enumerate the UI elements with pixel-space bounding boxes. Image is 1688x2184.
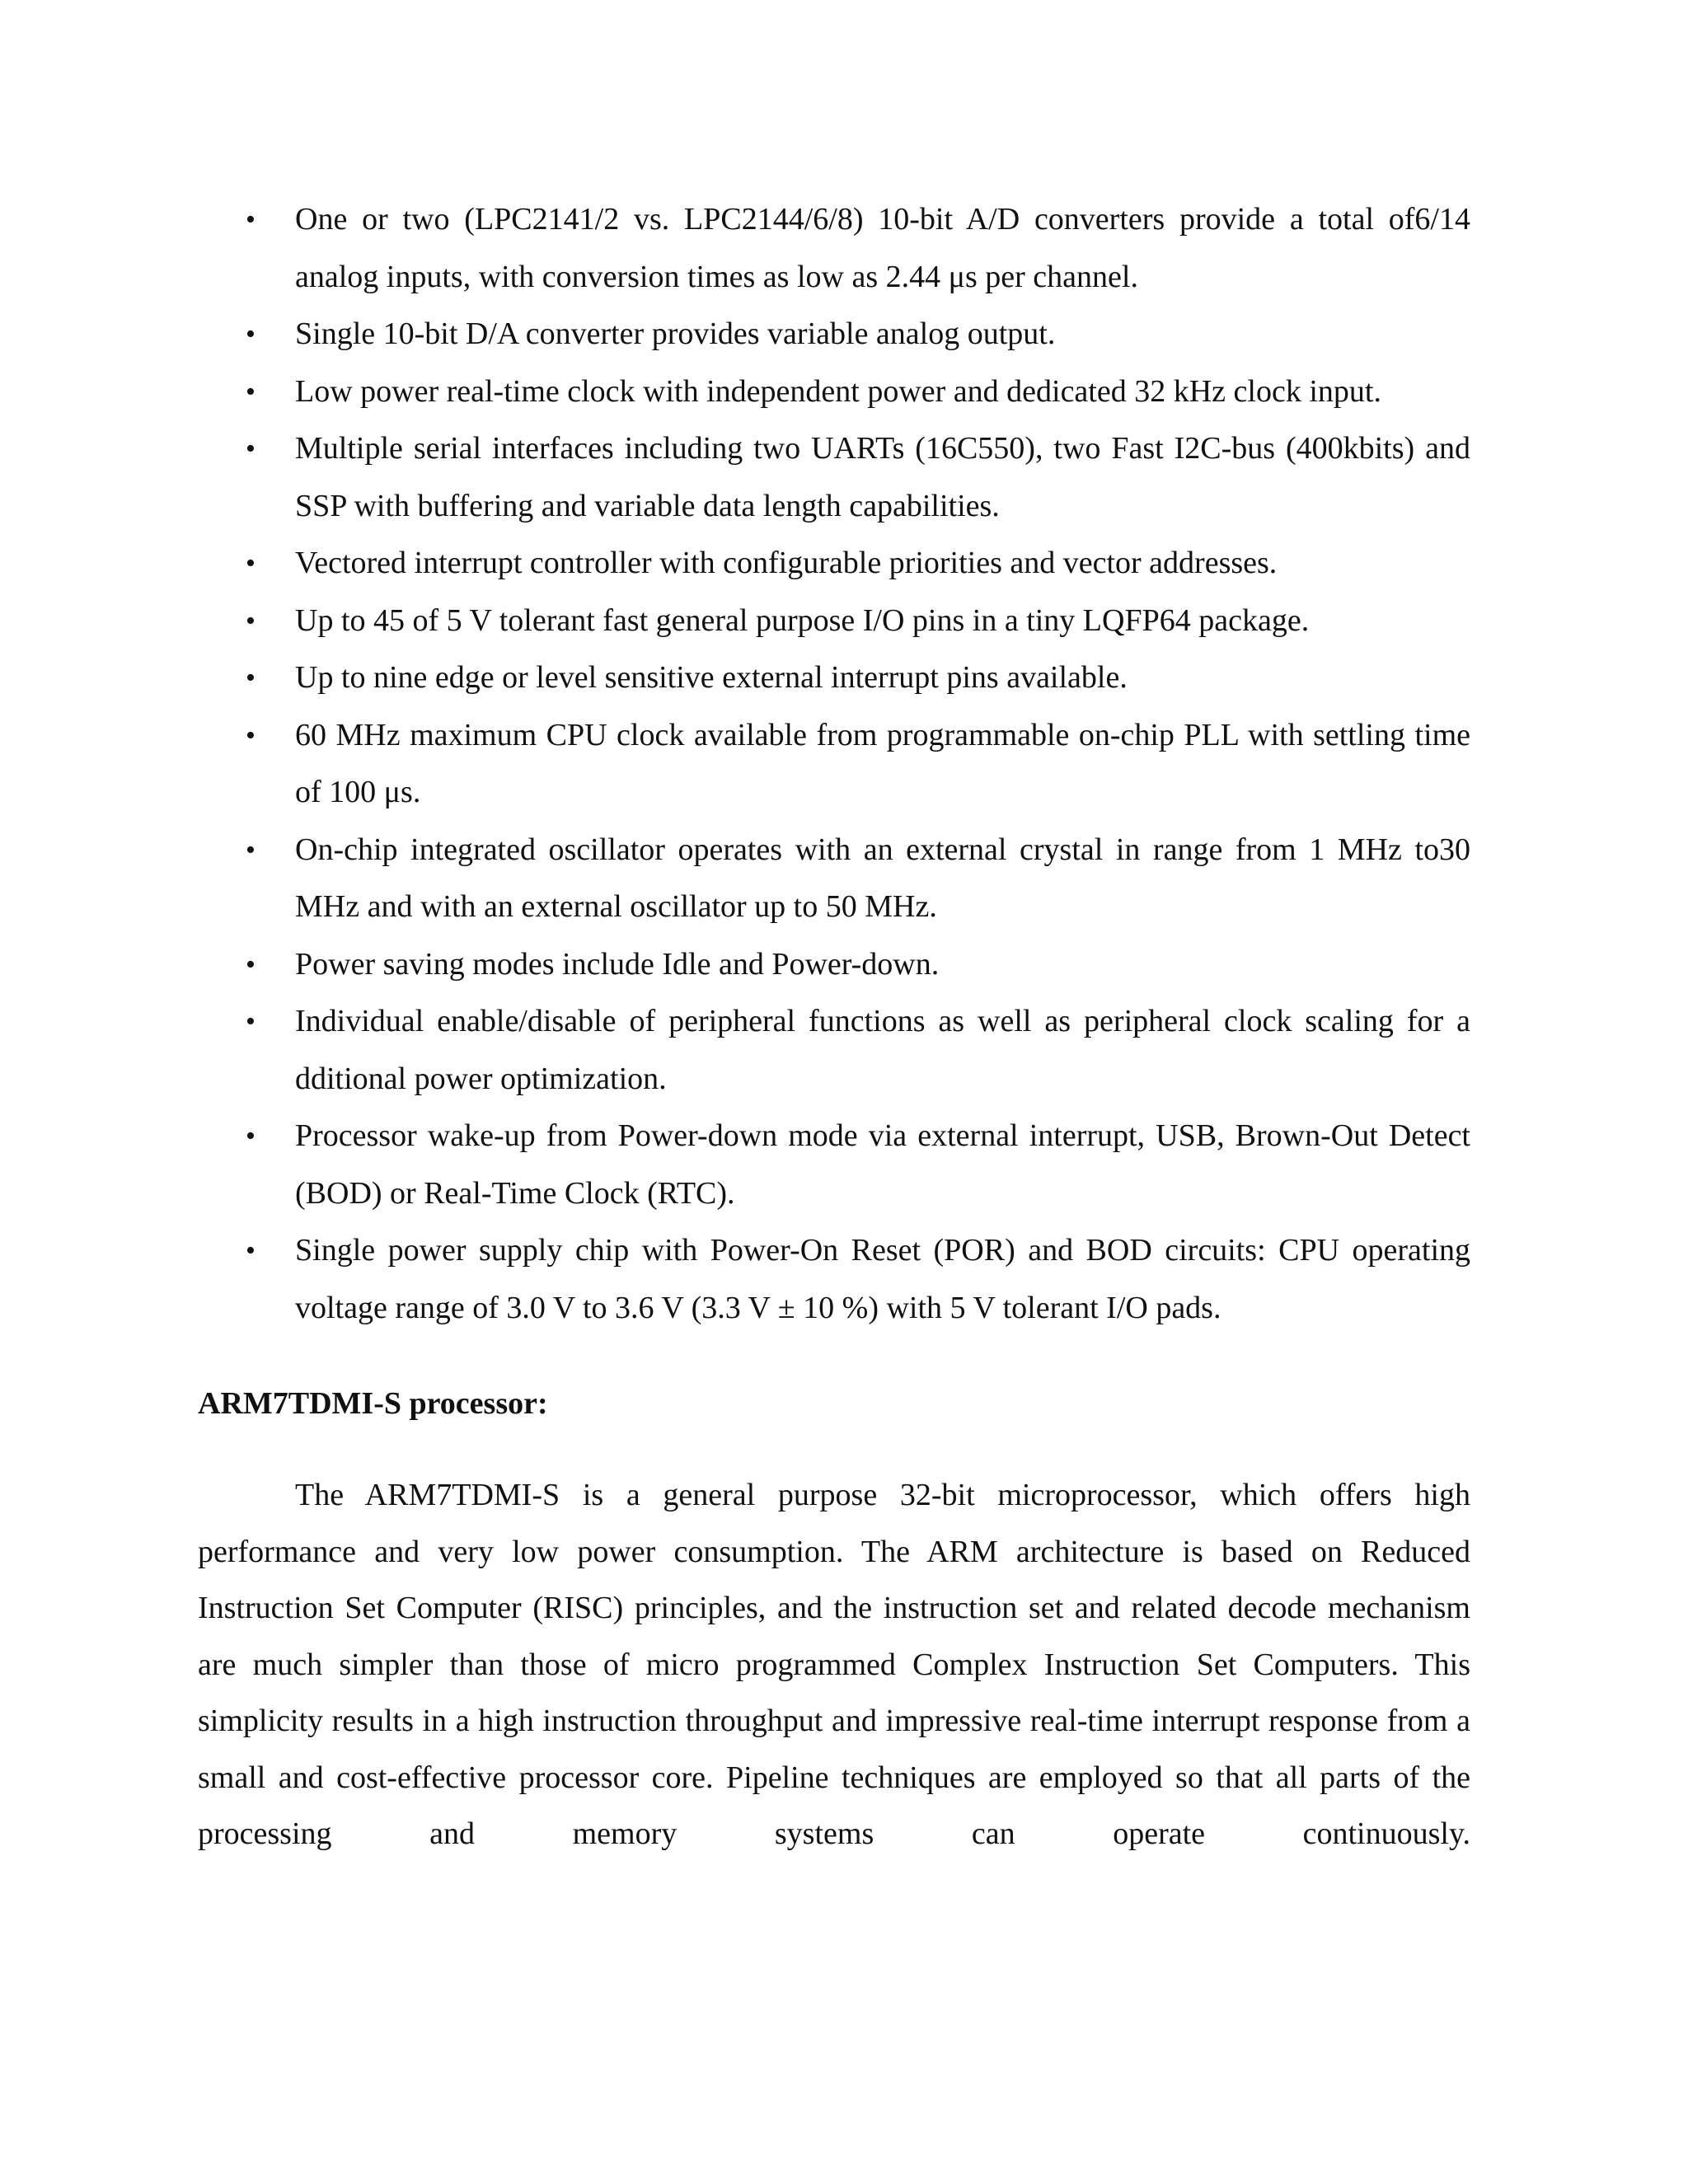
list-item — [198, 593, 1470, 650]
list-item-text: Power saving modes include Idle and Power-down. — [295, 946, 940, 982]
list-item — [198, 1108, 1470, 1222]
list-item-text: 60 MHz maximum CPU clock available from programmable on-chip PLL with settling time of 100 μs. — [295, 717, 1470, 809]
list-item-text: Vectored interrupt controller with configurable priorities and vector addresses. — [295, 546, 1278, 580]
bullet-icon: • — [246, 949, 256, 980]
list-item — [198, 993, 1470, 1108]
body-paragraph: The ARM7TDMI-S is a general purpose 32-bit microprocessor, which offers high performance and very low power consumption. The ARM architecture is based on Reduced Instruction Set Computer (RISC) principles, and the instruction set and related decode mechanism are much simpler than those of micro programmed Complex Instruction Set Computers. This simplicity results in a high instruction throughput and impressive real-time interrupt response from a small and cost-effective processor core. Pipeline techniques are employed so that all parts of the processing and memory systems can operate continuously. — [198, 1478, 1470, 1851]
list-item — [198, 420, 1470, 535]
list-item-text: Multiple serial interfaces including two UARTs (16C550), two Fast I2C-bus (400kbits) and SSP with buffering and variable data length capabilities. — [295, 431, 1470, 523]
feature-list — [198, 191, 1470, 1337]
list-item — [198, 306, 1470, 363]
list-item — [198, 191, 1470, 306]
bullet-icon: • — [246, 204, 256, 235]
bullet-icon: • — [246, 319, 256, 349]
list-item — [198, 936, 1470, 994]
list-item-text: On-chip integrated oscillator operates with an external crystal in range from 1 MHz to30 MHz and with an external oscillator up to 50 MHz. — [295, 832, 1470, 924]
list-item-text: Up to 45 of 5 V tolerant fast general purpose I/O pins in a tiny LQFP64 package. — [295, 602, 1310, 638]
list-item — [198, 535, 1470, 593]
list-item — [198, 707, 1470, 822]
bullet-icon: • — [246, 1235, 256, 1266]
bullet-icon: • — [246, 834, 256, 865]
bullet-icon: • — [246, 434, 256, 464]
list-item-text: Single power supply chip with Power-On Reset (POR) and BOD circuits: CPU operating voltage range of 3.0 V to 3.6 V (3.3 V ± 10 %) with 5 V tolerant I/O pads. — [295, 1233, 1470, 1325]
list-item — [198, 822, 1470, 936]
section-heading: ARM7TDMI-S processor: — [198, 1386, 548, 1421]
bullet-icon: • — [246, 605, 256, 636]
list-item-text: One or two (LPC2141/2 vs. LPC2144/6/8) 10-bit A/D converters provide a total of6/14 analog inputs, with conversion times as low as 2.44 μs per channel. — [295, 202, 1470, 294]
list-item-text: Up to nine edge or level sensitive external interrupt pins available. — [295, 660, 1128, 695]
list-item-text: Low power real-time clock with independent power and dedicated 32 kHz clock input. — [295, 373, 1381, 409]
bullet-icon: • — [246, 548, 256, 579]
bullet-icon: • — [246, 376, 256, 407]
list-item-text: Processor wake-up from Power-down mode via external interrupt, USB, Brown-Out Detect (BOD) or Real-Time Clock (RTC). — [295, 1118, 1470, 1211]
list-item — [198, 649, 1470, 707]
list-item — [198, 363, 1470, 421]
list-item — [198, 1222, 1470, 1337]
bullet-icon: • — [246, 719, 256, 751]
list-item-text: Single 10-bit D/A converter provides variable analog output. — [295, 316, 1056, 351]
bullet-icon: • — [246, 1006, 256, 1037]
bullet-icon: • — [246, 663, 256, 693]
bullet-icon: • — [246, 1121, 256, 1151]
list-item-text: Individual enable/disable of peripheral functions as well as peripheral clock scaling for a dditional power optimization. — [295, 1004, 1470, 1096]
